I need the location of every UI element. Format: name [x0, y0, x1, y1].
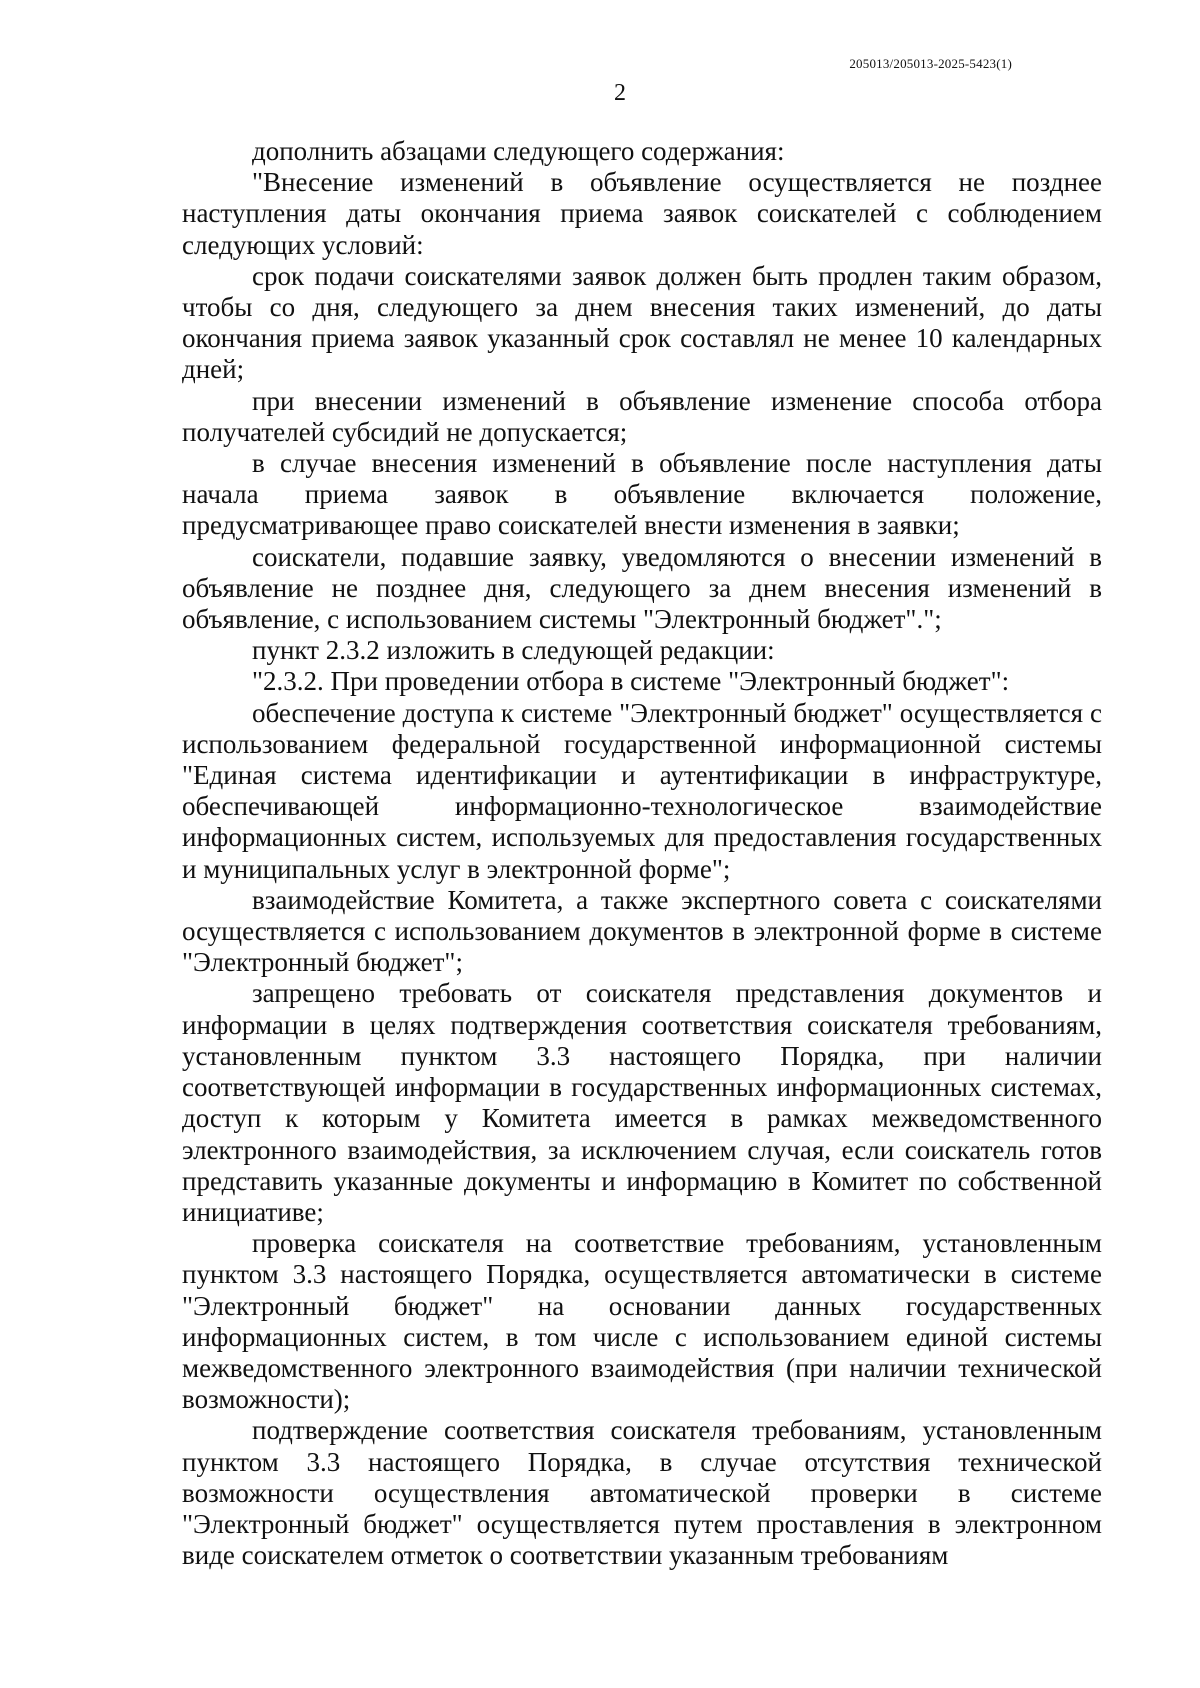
paragraph: дополнить абзацами следующего содержания:	[252, 136, 785, 166]
paragraph: подтверждение соответствия соискателя требованиям, установленным пунктом 3.3 настоящего Порядка, в случае отсутствия технической возможности осуществления автоматической проверки в системе "Электронный бюджет" осуществляется путем проставления в электронном виде соискателем отметок о соответствии указанным требованиям	[182, 1415, 1102, 1571]
paragraph: запрещено требовать от соискателя представления документов и информации в целях подтверждения соответствия соискателя требованиям, установленным пунктом 3.3 настоящего Порядка, при наличии соответствующей информации в государственных информационных системах, доступ к которым у Комитета имеется в рамках межведомственного электронного взаимодействия, за исключением случая, если соискатель готов представить указанные документы и информацию в Комитет по собственной инициативе;	[182, 978, 1102, 1227]
paragraph: в случае внесения изменений в объявление после наступления даты начала приема заявок в объявление включается положение, предусматривающее право соискателей внести изменения в заявки;	[182, 448, 1102, 541]
paragraph: взаимодействие Комитета, а также экспертного совета с соискателями осуществляется с использованием документов в электронной форме в системе "Электронный бюджет";	[182, 884, 1102, 978]
paragraph: проверка соискателя на соответствие требованиям, установленным пунктом 3.3 настоящего Порядка, осуществляется автоматически в системе "Электронный бюджет" на основании данных государственных информационных систем, в том числе с использованием единой системы межведомственного электронного взаимодействия (при наличии технической возможности);	[182, 1228, 1102, 1415]
document-body	[182, 136, 1102, 1571]
page-number: 2	[614, 80, 626, 106]
paragraph: пункт 2.3.2 изложить в следующей редакции:	[252, 635, 775, 666]
paragraph: "2.3.2. При проведении отбора в системе "Электронный бюджет":	[252, 666, 1010, 697]
paragraph: срок подачи соискателями заявок должен быть продлен таким образом, чтобы со дня, следующего за днем внесения таких изменений, до даты окончания приема заявок указанный срок составлял не менее 10 календарных дней;	[182, 260, 1102, 385]
paragraph: "Внесение изменений в объявление осуществляется не позднее наступления даты окончания приема заявок соискателей с соблюдением следующих условий:	[182, 167, 1102, 260]
document-registration-number: 205013/205013-2025-5423(1)	[849, 56, 1012, 71]
paragraph: при внесении изменений в объявление изменение способа отбора получателей субсидий не допускается;	[182, 385, 1102, 447]
paragraph: обеспечение доступа к системе "Электронный бюджет" осуществляется с использованием федеральной государственной информационной системы "Единая система идентификации и аутентификации в инфраструктуре, обеспечивающей информационно-технологическое взаимодействие информационных систем, используемых для предоставления государственных и муниципальных услуг в электронной форме";	[182, 697, 1102, 884]
paragraph: соискатели, подавшие заявку, уведомляются о внесении изменений в объявление не позднее дня, следующего за днем внесения изменений в объявление, с использованием системы "Электронный бюджет".";	[182, 541, 1102, 635]
